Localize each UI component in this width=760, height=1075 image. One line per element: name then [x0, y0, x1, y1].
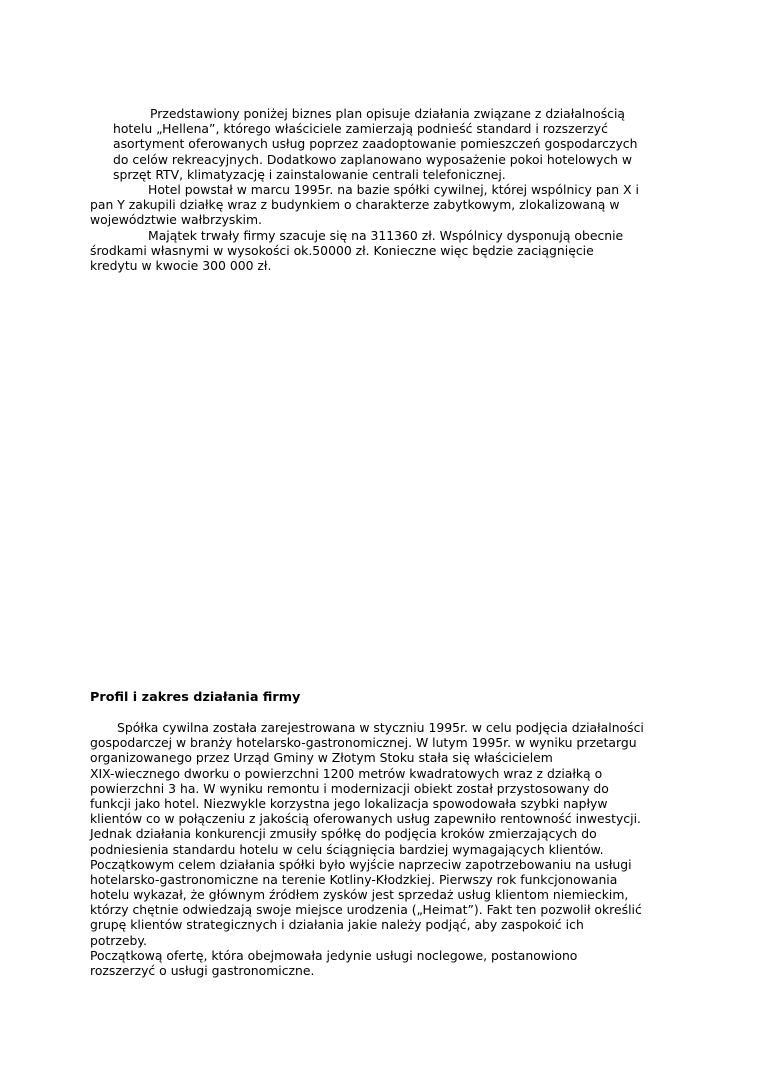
profile-line: funkcji jako hotel. Niezwykle korzystna jego lokalizacja spowodowała szybki napływ	[90, 795, 608, 811]
profile-line: Początkowym celem działania spółki było wyjście naprzeciw zapotrzebowaniu na usługi	[90, 856, 632, 872]
profile-line: rozszerzyć o usługi gastronomiczne.	[90, 963, 315, 978]
profile-line: Spółka cywilna została zarejestrowana w styczniu 1995r. w celu podjęcia działalności	[117, 720, 644, 735]
intro-line: Majątek trwały firmy szacuje się na 311360 zł. Wspólnicy dysponują obecnie	[148, 227, 624, 243]
intro-line: asortyment oferowanych usług poprzez zaadoptowanie pomieszczeń gospodarczych	[113, 136, 638, 152]
intro-line: Przedstawiony poniżej biznes plan opisuje działania związane z działalnością	[150, 106, 626, 121]
profile-line: Początkową ofertę, która obejmowała jedynie usługi noclegowe, postanowiono	[90, 947, 578, 963]
profile-line: potrzeby.	[90, 932, 147, 948]
intro-line: do celów rekreacyjnych. Dodatkowo zaplanowano wyposażenie pokoi hotelowych w	[113, 151, 633, 167]
intro-section	[90, 106, 639, 273]
section-heading: Profil i zakres działania firmy	[90, 690, 301, 705]
profile-section	[90, 720, 644, 978]
profile-line: podniesienia standardu hotelu w celu ściągnięcia bardziej wymagających klientów.	[90, 841, 604, 857]
intro-line: pan Y zakupili działkę wraz z budynkiem o charakterze zabytkowym, zlokalizowaną w	[90, 197, 620, 213]
intro-line: hotelu „Hellena”, którego właściciele zamierzają podnieść standard i rozszerzyć	[113, 121, 608, 137]
profile-line: hotelu wykazał, że głównym źródłem zysków jest sprzedaż usług klientom niemieckim,	[90, 887, 629, 903]
intro-line: środkami własnymi w wysokości ok.50000 zł. Konieczne więc będzie zaciągnięcie	[90, 242, 594, 258]
intro-line: kredytu w kwocie 300 000 zł.	[90, 257, 272, 273]
intro-line: Hotel powstał w marcu 1995r. na bazie spółki cywilnej, której wspólnicy pan X i	[148, 181, 639, 197]
profile-line: powierzchni 3 ha. W wyniku remontu i modernizacji obiekt został przystosowany do	[90, 780, 609, 796]
profile-line: klientów co w połączeniu z jakością oferowanych usług zapewniło rentowność inwestycji.	[90, 811, 641, 827]
profile-line: gospodarczej w branży hotelarsko-gastronomicznej. W lutym 1995r. w wyniku przetargu	[90, 735, 637, 751]
intro-line: województwie wałbrzyskim.	[90, 212, 262, 228]
profile-line: XIX-wiecznego dworku o powierzchni 1200 metrów kwadratowych wraz z działką o	[90, 765, 603, 781]
intro-line: sprzęt RTV, klimatyzację i zainstalowanie centrali telefonicznej.	[113, 166, 506, 182]
profile-line: którzy chętnie odwiedzają swoje miejsce urodzenia („Heimat”). Fakt ten pozwolił określić	[90, 902, 642, 918]
profile-line: organizowanego przez Urząd Gminy w Złotym Stoku stała się właścicielem	[90, 750, 553, 766]
profile-line: Jednak działania konkurencji zmusiły spółkę do podjęcia kroków zmierzających do	[90, 826, 597, 842]
profile-line: grupę klientów strategicznych i działania jakie należy podjąć, aby zaspokoić ich	[90, 917, 584, 933]
profile-line: hotelarsko-gastronomiczne na terenie Kotliny-Kłodzkiej. Pierwszy rok funkcjonowania	[90, 871, 618, 887]
